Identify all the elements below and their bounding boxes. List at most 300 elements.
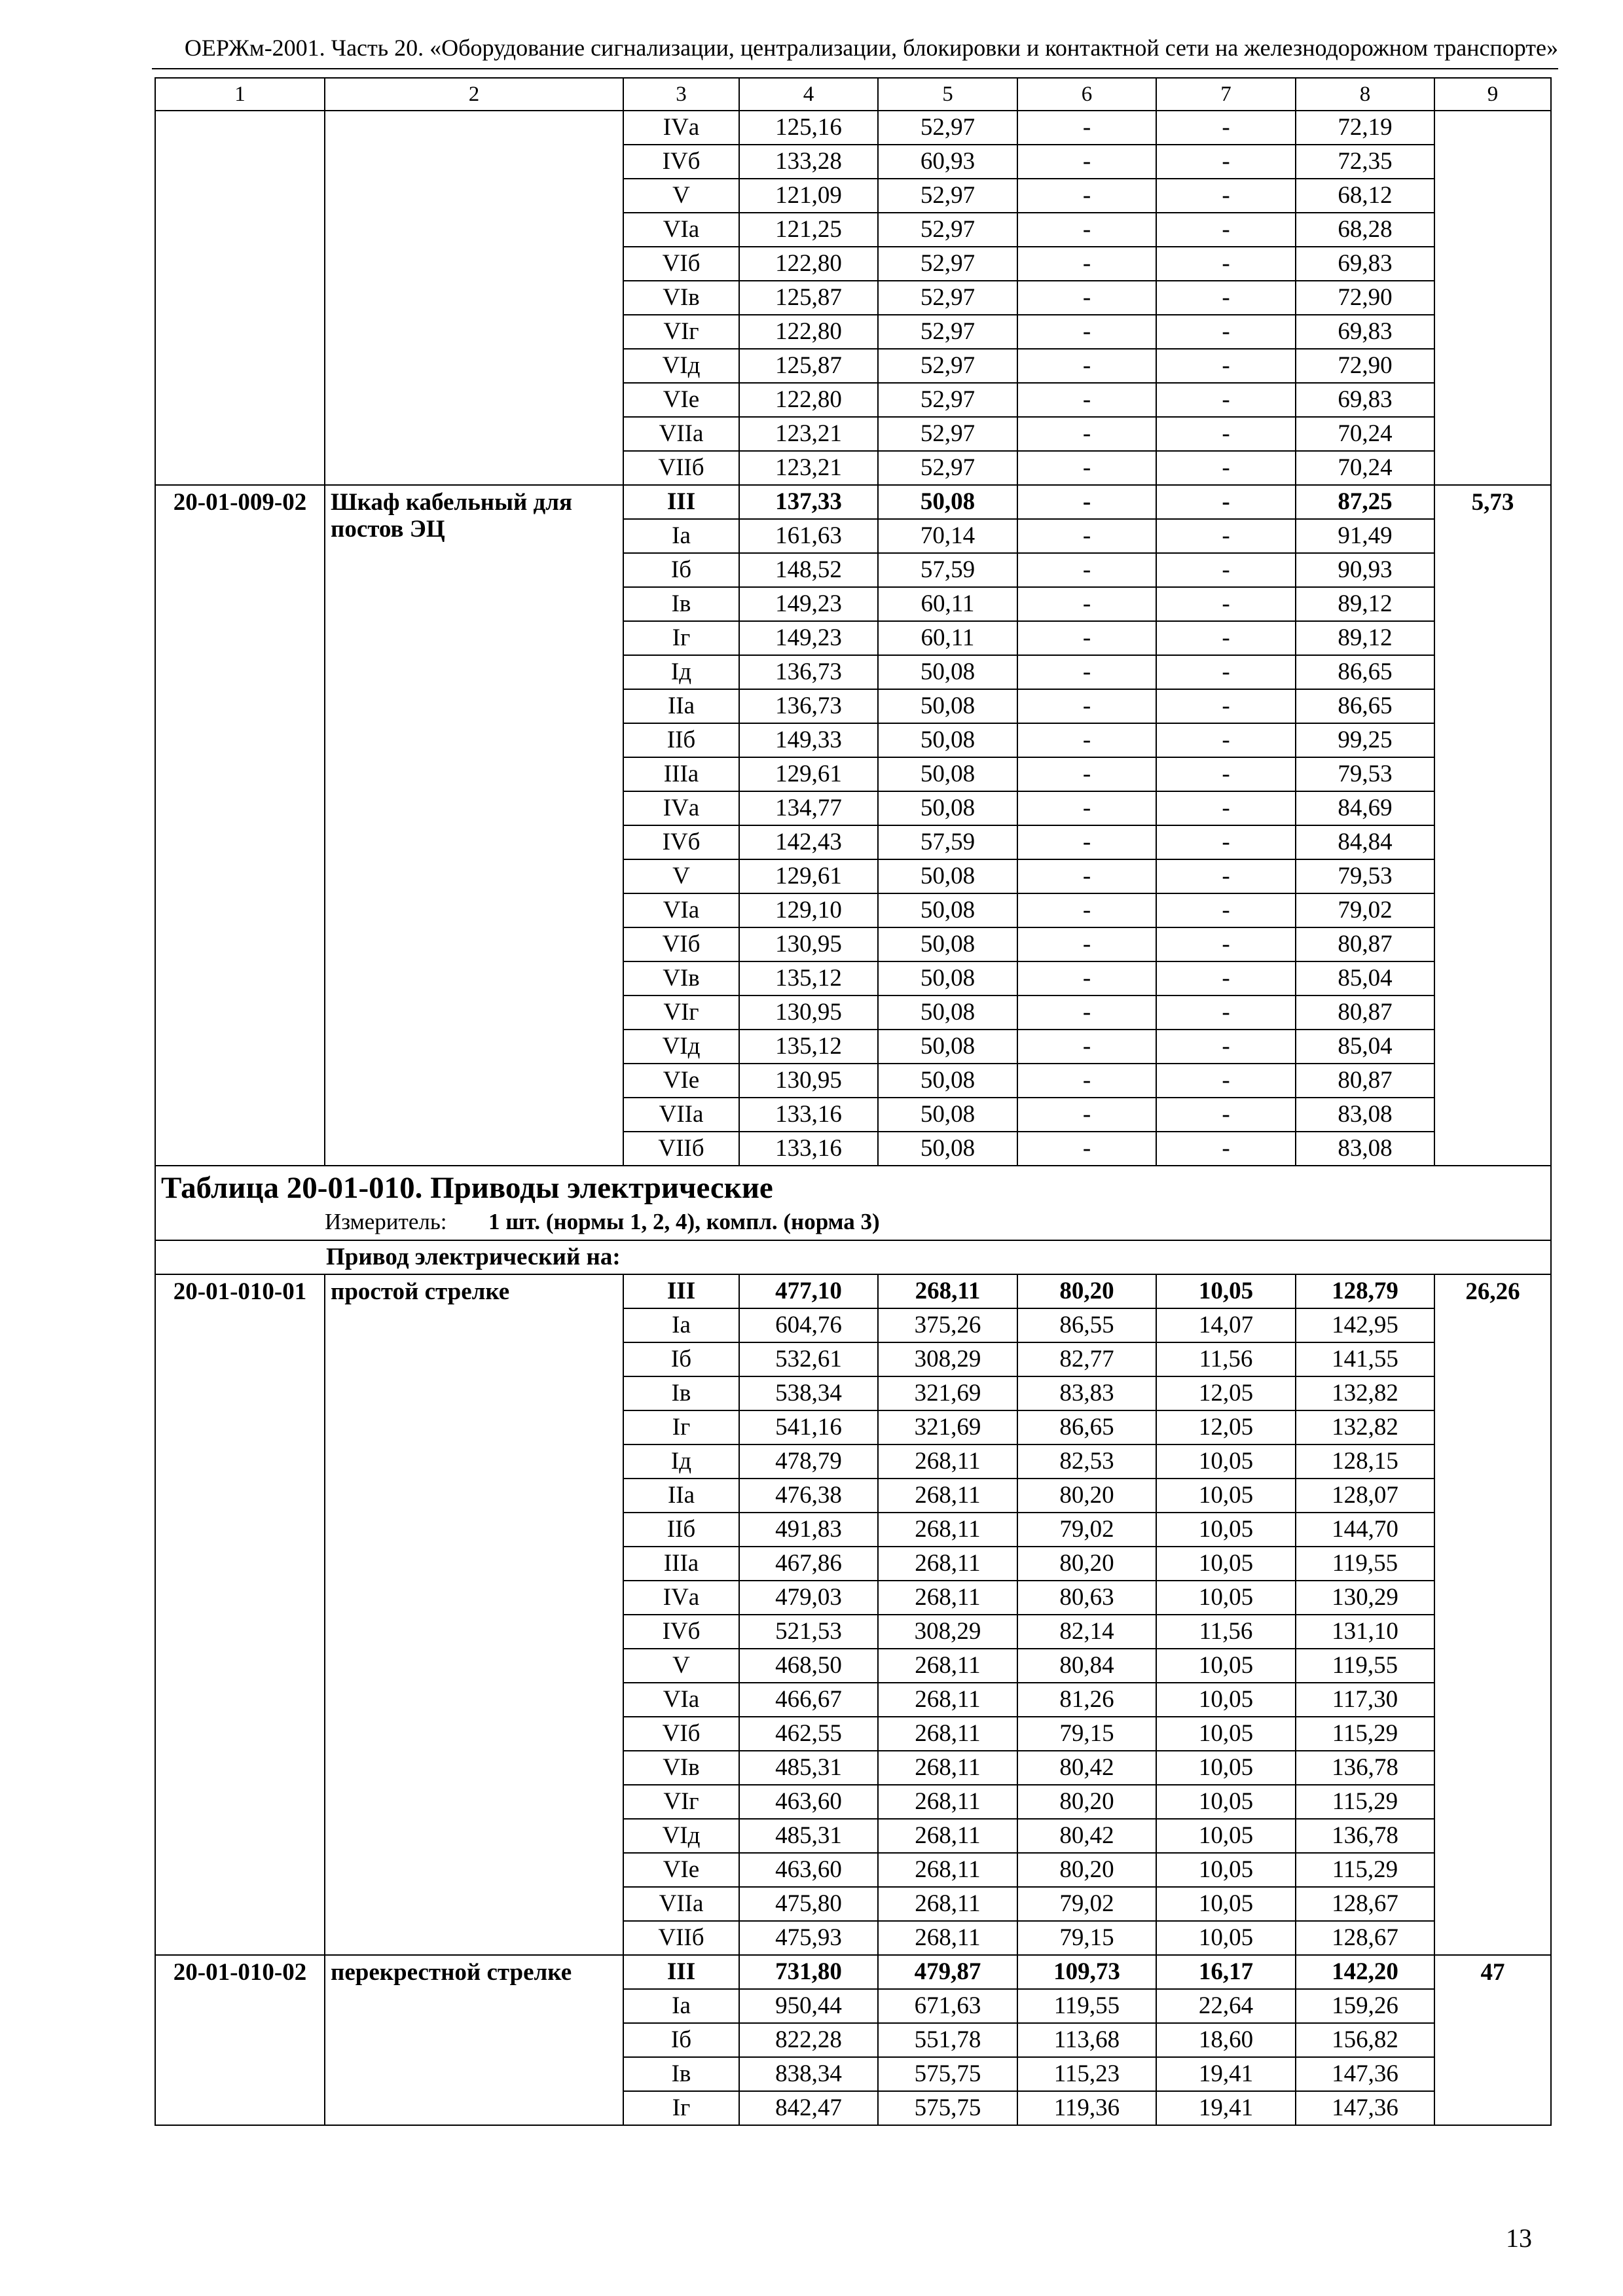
- value-cell: 125,87: [739, 281, 878, 315]
- value-cell: 128,67: [1296, 1887, 1434, 1921]
- value-cell: -: [1156, 145, 1296, 179]
- value-cell: -: [1156, 1030, 1296, 1064]
- value-cell: 52,97: [878, 247, 1017, 281]
- value-cell: 149,33: [739, 723, 878, 757]
- col9-cell: 5,73: [1434, 485, 1551, 1166]
- value-cell: 541,16: [739, 1410, 878, 1444]
- value-cell: -: [1156, 689, 1296, 723]
- code-cell: 20-01-010-01: [155, 1274, 325, 1955]
- value-cell: 52,97: [878, 315, 1017, 349]
- value-cell: 142,20: [1296, 1955, 1434, 1989]
- value-cell: 52,97: [878, 417, 1017, 451]
- value-cell: 10,05: [1156, 1785, 1296, 1819]
- value-cell: -: [1017, 859, 1156, 893]
- col9-cell: 26,26: [1434, 1274, 1551, 1955]
- table-row: [155, 1274, 1551, 1308]
- value-cell: -: [1017, 281, 1156, 315]
- value-cell: 822,28: [739, 2023, 878, 2057]
- value-cell: 467,86: [739, 1547, 878, 1581]
- value-cell: 22,64: [1156, 1989, 1296, 2023]
- value-cell: 68,28: [1296, 213, 1434, 247]
- value-cell: 119,55: [1017, 1989, 1156, 2023]
- value-cell: 19,41: [1156, 2057, 1296, 2091]
- value-cell: 72,90: [1296, 349, 1434, 383]
- value-cell: 117,30: [1296, 1683, 1434, 1717]
- value-cell: 128,79: [1296, 1274, 1434, 1308]
- value-cell: 115,23: [1017, 2057, 1156, 2091]
- value-cell: 130,95: [739, 1064, 878, 1098]
- region-cell: Iа: [623, 1308, 739, 1342]
- table-body: [155, 78, 1551, 2125]
- value-cell: 80,87: [1296, 996, 1434, 1030]
- value-cell: 10,05: [1156, 1751, 1296, 1785]
- value-cell: 130,95: [739, 996, 878, 1030]
- value-cell: 532,61: [739, 1342, 878, 1376]
- value-cell: -: [1017, 1064, 1156, 1098]
- value-cell: 268,11: [878, 1751, 1017, 1785]
- value-cell: 268,11: [878, 1547, 1017, 1581]
- value-cell: 89,12: [1296, 621, 1434, 655]
- value-cell: 463,60: [739, 1853, 878, 1887]
- table-row: [155, 111, 1551, 145]
- value-cell: -: [1156, 893, 1296, 927]
- value-cell: -: [1156, 927, 1296, 961]
- region-cell: IIIа: [623, 1547, 739, 1581]
- column-number-cell: 3: [623, 78, 739, 111]
- column-number-cell: 2: [325, 78, 623, 111]
- value-cell: 50,08: [878, 1132, 1017, 1166]
- value-cell: 10,05: [1156, 1581, 1296, 1615]
- region-cell: IIб: [623, 1513, 739, 1547]
- region-cell: VIа: [623, 893, 739, 927]
- value-cell: 121,25: [739, 213, 878, 247]
- value-cell: 79,53: [1296, 859, 1434, 893]
- value-cell: 82,14: [1017, 1615, 1156, 1649]
- value-cell: 84,84: [1296, 825, 1434, 859]
- region-cell: IVб: [623, 825, 739, 859]
- value-cell: -: [1017, 893, 1156, 927]
- value-cell: 132,82: [1296, 1376, 1434, 1410]
- value-cell: 475,80: [739, 1887, 878, 1921]
- value-cell: 70,24: [1296, 451, 1434, 485]
- value-cell: 136,78: [1296, 1751, 1434, 1785]
- value-cell: 10,05: [1156, 1513, 1296, 1547]
- value-cell: 52,97: [878, 213, 1017, 247]
- value-cell: 485,31: [739, 1751, 878, 1785]
- value-cell: 149,23: [739, 587, 878, 621]
- value-cell: -: [1017, 1030, 1156, 1064]
- value-cell: 142,95: [1296, 1308, 1434, 1342]
- region-cell: IVа: [623, 111, 739, 145]
- value-cell: 125,87: [739, 349, 878, 383]
- table-row: [155, 1955, 1551, 1989]
- value-cell: 90,93: [1296, 553, 1434, 587]
- value-cell: -: [1156, 1064, 1296, 1098]
- value-cell: 268,11: [878, 1479, 1017, 1513]
- value-cell: 479,87: [878, 1955, 1017, 1989]
- value-cell: 119,55: [1296, 1547, 1434, 1581]
- value-cell: 129,61: [739, 859, 878, 893]
- value-cell: 132,82: [1296, 1410, 1434, 1444]
- region-cell: VIа: [623, 1683, 739, 1717]
- region-cell: VIIа: [623, 1098, 739, 1132]
- value-cell: -: [1156, 1132, 1296, 1166]
- measure-label: Измеритель:: [325, 1208, 447, 1234]
- region-cell: IVб: [623, 1615, 739, 1649]
- value-cell: 134,77: [739, 791, 878, 825]
- column-number-cell: 9: [1434, 78, 1551, 111]
- column-number-cell: 7: [1156, 78, 1296, 111]
- region-cell: VIв: [623, 281, 739, 315]
- value-cell: 10,05: [1156, 1819, 1296, 1853]
- value-cell: 671,63: [878, 1989, 1017, 2023]
- value-cell: 85,04: [1296, 1030, 1434, 1064]
- value-cell: 156,82: [1296, 2023, 1434, 2057]
- region-cell: VIIб: [623, 451, 739, 485]
- value-cell: 16,17: [1156, 1955, 1296, 1989]
- code-cell: 20-01-009-02: [155, 485, 325, 1166]
- value-cell: 10,05: [1156, 1887, 1296, 1921]
- region-cell: IVа: [623, 791, 739, 825]
- value-cell: 81,26: [1017, 1683, 1156, 1717]
- value-cell: 149,23: [739, 621, 878, 655]
- value-cell: 80,42: [1017, 1819, 1156, 1853]
- region-cell: III: [623, 1274, 739, 1308]
- region-cell: III: [623, 485, 739, 519]
- value-cell: 57,59: [878, 825, 1017, 859]
- value-cell: 485,31: [739, 1819, 878, 1853]
- region-cell: Iд: [623, 1444, 739, 1479]
- value-cell: 109,73: [1017, 1955, 1156, 1989]
- value-cell: 52,97: [878, 451, 1017, 485]
- value-cell: 731,80: [739, 1955, 878, 1989]
- value-cell: 80,42: [1017, 1751, 1156, 1785]
- value-cell: -: [1017, 961, 1156, 996]
- value-cell: 72,35: [1296, 145, 1434, 179]
- value-cell: 91,49: [1296, 519, 1434, 553]
- value-cell: 80,63: [1017, 1581, 1156, 1615]
- region-cell: Iв: [623, 1376, 739, 1410]
- value-cell: -: [1017, 655, 1156, 689]
- region-cell: V: [623, 859, 739, 893]
- value-cell: -: [1156, 315, 1296, 349]
- value-cell: 842,47: [739, 2091, 878, 2125]
- region-cell: VIб: [623, 1717, 739, 1751]
- value-cell: 575,75: [878, 2057, 1017, 2091]
- value-cell: 468,50: [739, 1649, 878, 1683]
- value-cell: 84,69: [1296, 791, 1434, 825]
- value-cell: 375,26: [878, 1308, 1017, 1342]
- value-cell: 50,08: [878, 961, 1017, 996]
- table-caption-row: [155, 1166, 1551, 1240]
- column-number-cell: 5: [878, 78, 1017, 111]
- value-cell: 79,15: [1017, 1921, 1156, 1955]
- value-cell: 79,02: [1017, 1513, 1156, 1547]
- value-cell: 83,83: [1017, 1376, 1156, 1410]
- value-cell: 268,11: [878, 1649, 1017, 1683]
- value-cell: 268,11: [878, 1921, 1017, 1955]
- value-cell: 12,05: [1156, 1376, 1296, 1410]
- value-cell: 308,29: [878, 1615, 1017, 1649]
- region-cell: VIг: [623, 315, 739, 349]
- value-cell: 85,04: [1296, 961, 1434, 996]
- value-cell: 521,53: [739, 1615, 878, 1649]
- value-cell: 141,55: [1296, 1342, 1434, 1376]
- value-cell: 87,25: [1296, 485, 1434, 519]
- region-cell: VIб: [623, 927, 739, 961]
- region-cell: Iб: [623, 553, 739, 587]
- code-cell: 20-01-010-02: [155, 1955, 325, 2125]
- value-cell: -: [1017, 825, 1156, 859]
- region-cell: VIд: [623, 1819, 739, 1853]
- value-cell: 80,20: [1017, 1853, 1156, 1887]
- region-cell: Iа: [623, 1989, 739, 2023]
- value-cell: 142,43: [739, 825, 878, 859]
- value-cell: -: [1017, 315, 1156, 349]
- value-cell: 268,11: [878, 1785, 1017, 1819]
- value-cell: -: [1017, 519, 1156, 553]
- value-cell: 159,26: [1296, 1989, 1434, 2023]
- value-cell: 950,44: [739, 1989, 878, 2023]
- name-cell: перекрестной стрелке: [325, 1955, 623, 2125]
- value-cell: 52,97: [878, 383, 1017, 417]
- value-cell: 79,02: [1296, 893, 1434, 927]
- value-cell: 115,29: [1296, 1853, 1434, 1887]
- region-cell: Iв: [623, 587, 739, 621]
- value-cell: -: [1017, 383, 1156, 417]
- region-cell: VIа: [623, 213, 739, 247]
- value-cell: 122,80: [739, 383, 878, 417]
- value-cell: 69,83: [1296, 315, 1434, 349]
- value-cell: 128,15: [1296, 1444, 1434, 1479]
- region-cell: VIIб: [623, 1921, 739, 1955]
- value-cell: 838,34: [739, 2057, 878, 2091]
- value-cell: -: [1156, 1098, 1296, 1132]
- value-cell: 115,29: [1296, 1785, 1434, 1819]
- value-cell: 551,78: [878, 2023, 1017, 2057]
- value-cell: 70,24: [1296, 417, 1434, 451]
- column-number-cell: 4: [739, 78, 878, 111]
- value-cell: 122,80: [739, 315, 878, 349]
- value-cell: 128,67: [1296, 1921, 1434, 1955]
- value-cell: 123,21: [739, 417, 878, 451]
- region-cell: VIб: [623, 247, 739, 281]
- value-cell: 69,83: [1296, 383, 1434, 417]
- col9-cell: [1434, 111, 1551, 485]
- value-cell: -: [1156, 723, 1296, 757]
- value-cell: 136,73: [739, 655, 878, 689]
- value-cell: 89,12: [1296, 587, 1434, 621]
- value-cell: 113,68: [1017, 2023, 1156, 2057]
- value-cell: 50,08: [878, 689, 1017, 723]
- value-cell: 147,36: [1296, 2057, 1434, 2091]
- value-cell: 80,20: [1017, 1547, 1156, 1581]
- value-cell: -: [1156, 859, 1296, 893]
- value-cell: 129,61: [739, 757, 878, 791]
- value-cell: 50,08: [878, 1064, 1017, 1098]
- value-cell: -: [1017, 757, 1156, 791]
- value-cell: 80,20: [1017, 1479, 1156, 1513]
- value-cell: -: [1156, 349, 1296, 383]
- value-cell: 80,84: [1017, 1649, 1156, 1683]
- value-cell: 268,11: [878, 1853, 1017, 1887]
- region-cell: IIб: [623, 723, 739, 757]
- region-cell: IIа: [623, 689, 739, 723]
- value-cell: 70,14: [878, 519, 1017, 553]
- value-cell: 50,08: [878, 1030, 1017, 1064]
- region-cell: VIе: [623, 1853, 739, 1887]
- value-cell: 137,33: [739, 485, 878, 519]
- value-cell: 18,60: [1156, 2023, 1296, 2057]
- value-cell: 12,05: [1156, 1410, 1296, 1444]
- value-cell: 129,10: [739, 893, 878, 927]
- value-cell: 86,65: [1296, 655, 1434, 689]
- rates-table: [155, 77, 1552, 2126]
- name-cell: [325, 111, 623, 485]
- table-caption: [155, 1166, 1551, 1240]
- value-cell: 83,08: [1296, 1098, 1434, 1132]
- value-cell: -: [1017, 621, 1156, 655]
- region-cell: Iг: [623, 621, 739, 655]
- value-cell: 50,08: [878, 859, 1017, 893]
- value-cell: 463,60: [739, 1785, 878, 1819]
- value-cell: -: [1156, 281, 1296, 315]
- column-number-row: [155, 78, 1551, 111]
- value-cell: 10,05: [1156, 1547, 1296, 1581]
- value-cell: -: [1156, 553, 1296, 587]
- value-cell: 125,16: [739, 111, 878, 145]
- value-cell: -: [1156, 587, 1296, 621]
- region-cell: VIд: [623, 1030, 739, 1064]
- value-cell: 130,29: [1296, 1581, 1434, 1615]
- value-cell: 57,59: [878, 553, 1017, 587]
- measure-line: [161, 1210, 1545, 1235]
- value-cell: 476,38: [739, 1479, 878, 1513]
- value-cell: 477,10: [739, 1274, 878, 1308]
- value-cell: -: [1156, 621, 1296, 655]
- value-cell: -: [1156, 519, 1296, 553]
- value-cell: 60,93: [878, 145, 1017, 179]
- value-cell: 475,93: [739, 1921, 878, 1955]
- region-cell: Iг: [623, 1410, 739, 1444]
- value-cell: 52,97: [878, 349, 1017, 383]
- value-cell: 10,05: [1156, 1921, 1296, 1955]
- value-cell: -: [1017, 553, 1156, 587]
- value-cell: 86,65: [1017, 1410, 1156, 1444]
- region-cell: VIе: [623, 383, 739, 417]
- value-cell: 10,05: [1156, 1853, 1296, 1887]
- region-cell: Iб: [623, 2023, 739, 2057]
- column-number-cell: 1: [155, 78, 325, 111]
- col9-cell: 47: [1434, 1955, 1551, 2125]
- value-cell: 19,41: [1156, 2091, 1296, 2125]
- value-cell: 136,78: [1296, 1819, 1434, 1853]
- value-cell: -: [1156, 961, 1296, 996]
- value-cell: -: [1156, 383, 1296, 417]
- value-cell: 466,67: [739, 1683, 878, 1717]
- value-cell: -: [1156, 111, 1296, 145]
- region-cell: IIа: [623, 1479, 739, 1513]
- region-cell: VIе: [623, 1064, 739, 1098]
- value-cell: 491,83: [739, 1513, 878, 1547]
- value-cell: -: [1017, 791, 1156, 825]
- value-cell: -: [1156, 417, 1296, 451]
- value-cell: -: [1156, 485, 1296, 519]
- value-cell: 136,73: [739, 689, 878, 723]
- value-cell: 52,97: [878, 281, 1017, 315]
- value-cell: 133,28: [739, 145, 878, 179]
- value-cell: 321,69: [878, 1376, 1017, 1410]
- value-cell: -: [1156, 791, 1296, 825]
- page-number: 13: [1506, 2223, 1532, 2253]
- region-cell: Iг: [623, 2091, 739, 2125]
- value-cell: 161,63: [739, 519, 878, 553]
- value-cell: 308,29: [878, 1342, 1017, 1376]
- region-cell: IVа: [623, 1581, 739, 1615]
- value-cell: 80,87: [1296, 1064, 1434, 1098]
- value-cell: 82,53: [1017, 1444, 1156, 1479]
- region-cell: VIг: [623, 996, 739, 1030]
- value-cell: 604,76: [739, 1308, 878, 1342]
- value-cell: 69,83: [1296, 247, 1434, 281]
- value-cell: 478,79: [739, 1444, 878, 1479]
- value-cell: 50,08: [878, 655, 1017, 689]
- value-cell: 462,55: [739, 1717, 878, 1751]
- value-cell: -: [1017, 1132, 1156, 1166]
- value-cell: -: [1156, 213, 1296, 247]
- region-cell: VIIа: [623, 1887, 739, 1921]
- value-cell: 10,05: [1156, 1717, 1296, 1751]
- value-cell: 11,56: [1156, 1342, 1296, 1376]
- value-cell: 144,70: [1296, 1513, 1434, 1547]
- value-cell: -: [1017, 417, 1156, 451]
- value-cell: 14,07: [1156, 1308, 1296, 1342]
- value-cell: 80,87: [1296, 927, 1434, 961]
- value-cell: -: [1156, 451, 1296, 485]
- value-cell: 52,97: [878, 111, 1017, 145]
- group-title-row: [155, 1240, 1551, 1274]
- value-cell: 72,19: [1296, 111, 1434, 145]
- value-cell: 130,95: [739, 927, 878, 961]
- value-cell: 72,90: [1296, 281, 1434, 315]
- value-cell: 50,08: [878, 996, 1017, 1030]
- value-cell: 50,08: [878, 927, 1017, 961]
- value-cell: 79,02: [1017, 1887, 1156, 1921]
- value-cell: -: [1156, 179, 1296, 213]
- region-cell: V: [623, 179, 739, 213]
- value-cell: 50,08: [878, 791, 1017, 825]
- region-cell: IVб: [623, 145, 739, 179]
- value-cell: -: [1017, 179, 1156, 213]
- value-cell: 60,11: [878, 587, 1017, 621]
- name-cell: простой стрелке: [325, 1274, 623, 1955]
- value-cell: 119,55: [1296, 1649, 1434, 1683]
- value-cell: -: [1017, 689, 1156, 723]
- value-cell: -: [1156, 247, 1296, 281]
- value-cell: 148,52: [739, 553, 878, 587]
- value-cell: -: [1017, 349, 1156, 383]
- value-cell: 50,08: [878, 757, 1017, 791]
- value-cell: 86,55: [1017, 1308, 1156, 1342]
- value-cell: 82,77: [1017, 1342, 1156, 1376]
- region-cell: VIд: [623, 349, 739, 383]
- table-row: [155, 485, 1551, 519]
- region-cell: V: [623, 1649, 739, 1683]
- group-title: Привод электрический на:: [155, 1240, 1551, 1274]
- value-cell: 83,08: [1296, 1132, 1434, 1166]
- value-cell: 99,25: [1296, 723, 1434, 757]
- running-header: ОЕРЖм-2001. Часть 20. «Оборудование сигнализации, централизации, блокировки и контактной сети на железнодорожном транспорте»: [152, 34, 1558, 69]
